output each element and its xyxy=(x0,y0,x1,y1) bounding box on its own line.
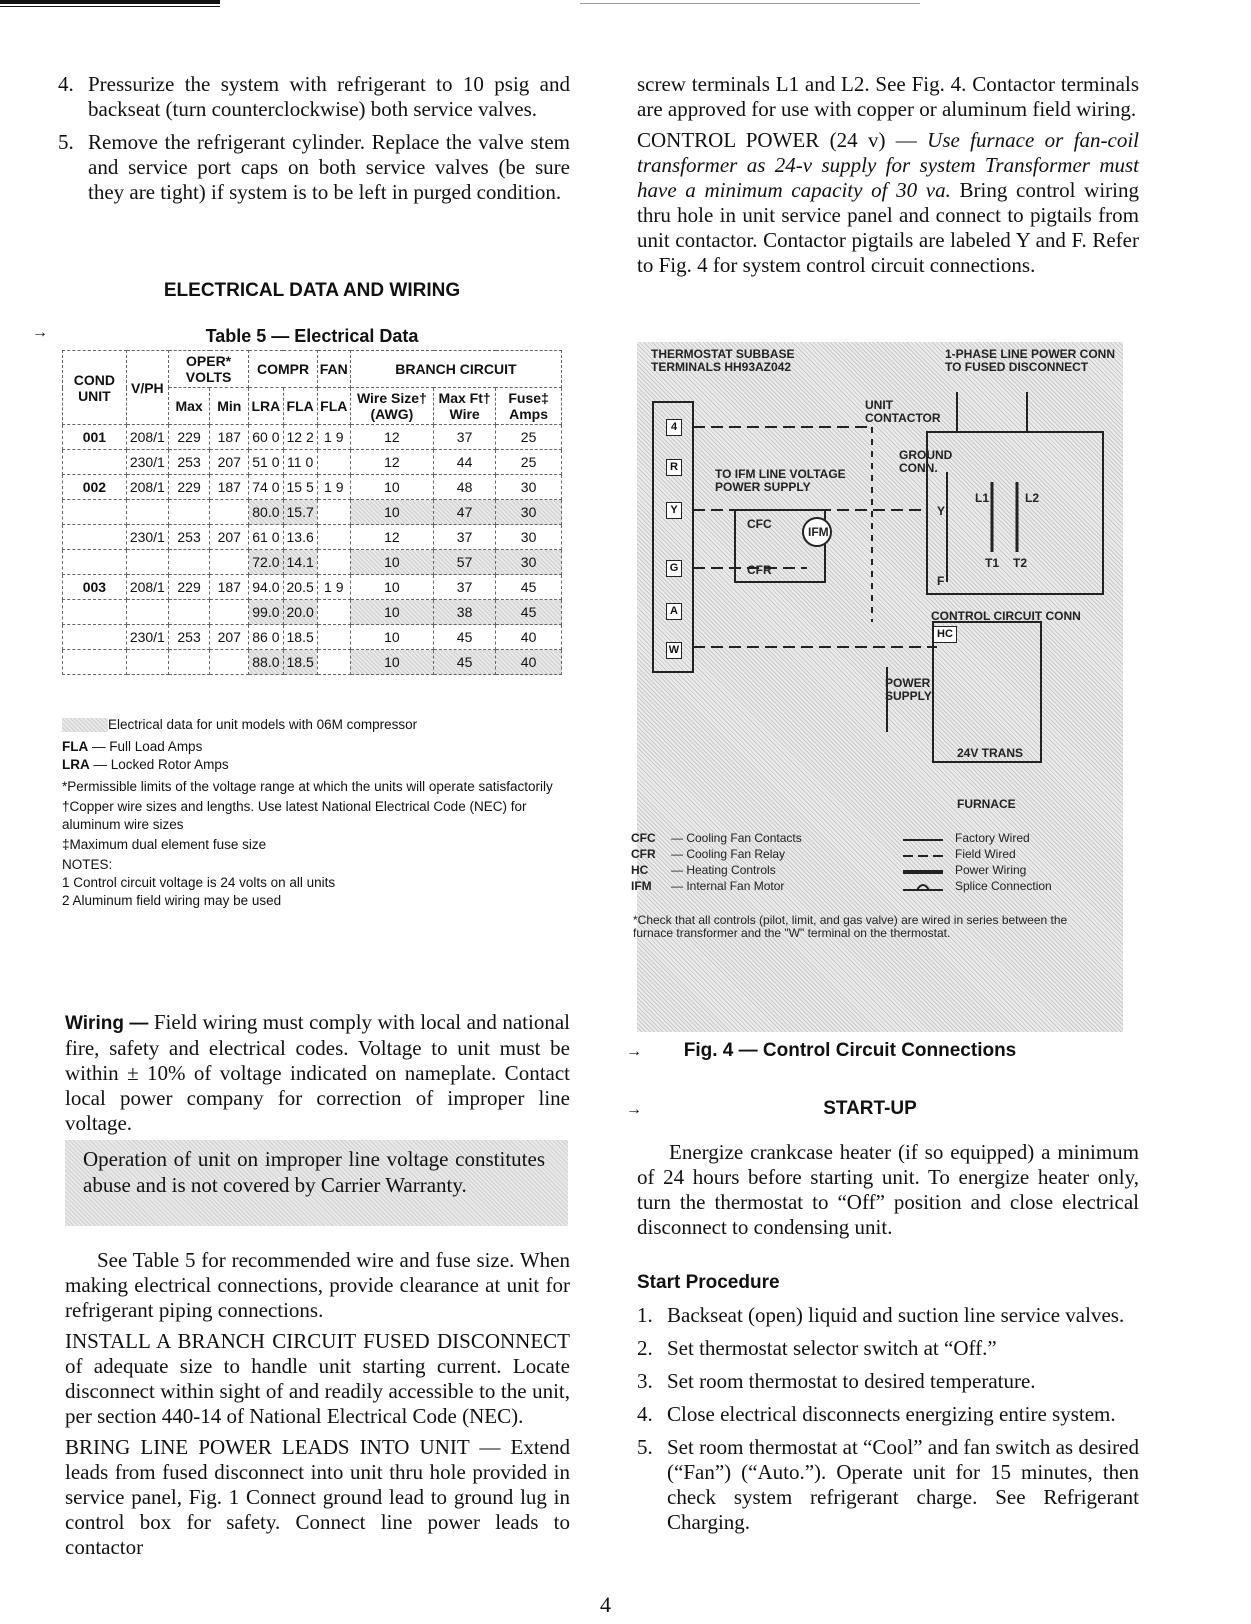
table-cell: 40 xyxy=(496,625,562,650)
col-max-ft: Max Ft† Wire xyxy=(434,388,496,425)
table-cell: 30 xyxy=(496,550,562,575)
f-label: F xyxy=(937,574,945,588)
table-cell: 25 xyxy=(496,425,562,450)
table-notes: Electrical data for unit models with 06M compressor FLA — Full Load Amps LRA — Locked Rotor Amps *Permissible limits of the voltage range at which the units will operate satisfactorily †Copper wire sizes and lengths. Use latest National Electrical Code (NEC) for aluminum wire sizes ‡Maximum dual element fuse size NOTES: 1 Control circuit voltage is 24 volts on all units 2 Aluminum field wiring may be used xyxy=(62,717,553,908)
table-cell: 207 xyxy=(210,625,249,650)
list-item: 5. Remove the refrigerant cylinder. Replace the valve stem and service port caps on both service valves (be sure they are tight) if system is to be left in purged condition. xyxy=(58,130,570,204)
table-cell xyxy=(210,650,249,675)
table-cell: 10 xyxy=(350,475,433,500)
table-cell: 20.0 xyxy=(283,600,317,625)
table-cell: 74 0 xyxy=(249,475,283,500)
table-cell: 208/1 xyxy=(126,575,168,600)
table-cell: 230/1 xyxy=(126,525,168,550)
table-cell: 11 0 xyxy=(283,450,317,475)
table-cell: 12 xyxy=(350,450,433,475)
revision-arrow-icon: → xyxy=(626,1101,642,1118)
diagram-legend: CFC — Cooling Fan Contacts Factory Wired CFR — Cooling Fan Relay Field Wired HC — Heating Controls Power Wiring IFM — Internal Fan Motor Splice Connection xyxy=(631,831,1052,893)
table-cell xyxy=(126,650,168,675)
table-cell: 30 xyxy=(496,475,562,500)
table-cell: 207 xyxy=(210,450,249,475)
furnace-label: FURNACE xyxy=(957,797,1016,811)
top-rule-thin xyxy=(0,6,220,7)
table-cell: 51 0 xyxy=(249,450,283,475)
table-cell: 253 xyxy=(168,525,209,550)
y-label: Y xyxy=(937,504,946,518)
list-item: 5. Set room thermostat at “Cool” and fan switch as desired (“Fan”) (“Auto.”). Operate unit for 15 minutes, then check system refrigerant charge. See Refrigerant Charging. xyxy=(637,1435,1139,1534)
table-cell xyxy=(168,550,209,575)
check-note: *Check that all controls (pilot, limit, and gas valve) are wired in series between the furnace transformer and the "W" terminal on the thermostat. xyxy=(633,913,1068,940)
table-cell: 001 xyxy=(63,425,127,450)
table-cell: 37 xyxy=(434,425,496,450)
unit-contactor-label: UNIT CONTACTOR xyxy=(865,398,941,425)
startup-paragraph: Energize crankcase heater (if so equipped) a minimum of 24 hours before starting unit. To energize heater only, turn the thermostat to “Off” position and close electrical disconnect to condensing unit. xyxy=(637,1140,1139,1239)
table-row xyxy=(63,600,562,625)
revision-arrow-icon: → xyxy=(32,324,48,341)
figure-caption: Fig. 4 — Control Circuit Connections xyxy=(683,1040,1017,1061)
table-cell: 207 xyxy=(210,525,249,550)
table-cell: 229 xyxy=(168,475,209,500)
terminal-w: W xyxy=(666,642,682,659)
table-cell: 13.6 xyxy=(283,525,317,550)
table-cell xyxy=(63,500,127,525)
table-cell: 208/1 xyxy=(126,475,168,500)
table-row xyxy=(63,425,562,450)
ground-label: GROUND CONN. xyxy=(899,448,953,475)
table-cell: 48 xyxy=(434,475,496,500)
table-cell: 187 xyxy=(210,425,249,450)
terminal-r: R xyxy=(666,459,682,476)
cfc-label: CFC xyxy=(747,517,772,531)
table-cell: 94.0 xyxy=(249,575,283,600)
list-item: 2. Set thermostat selector switch at “Off.” xyxy=(637,1336,997,1360)
table-row xyxy=(63,550,562,575)
page-number: 4 xyxy=(600,1592,611,1617)
table-cell: 229 xyxy=(168,425,209,450)
col-compr: COMPR xyxy=(249,351,318,388)
table-cell: 10 xyxy=(350,550,433,575)
table-cell: 1 9 xyxy=(317,575,350,600)
electrical-data-table xyxy=(62,350,562,675)
table-cell: 12 xyxy=(350,425,433,450)
warning-box: Operation of unit on improper line voltage constitutes abuse and is not covered by Carrier Warranty. xyxy=(65,1140,568,1226)
l1-label: L1 xyxy=(975,491,990,505)
left-steps xyxy=(58,72,570,213)
list-item: 4. Close electrical disconnects energizing entire system. xyxy=(637,1402,1116,1426)
terminal-y: Y xyxy=(666,502,682,519)
left-body-text: See Table 5 for recommended wire and fuse size. When making electrical connections, provide clearance at unit for refrigerant piping connections. INSTALL A BRANCH CIRCUIT FUSED DISCONNECT of adequate size to handle unit starting current. Locate disconnect within sight of and readily accessible to the unit, per section 440-14 of National Electrical Code (NEC). BRING LINE POWER LEADS INTO UNIT — Extend leads from fused disconnect into unit thru hole provided in service panel, Fig. 1 Connect ground lead to ground lug in control box for safety. Connect line power leads to contactor xyxy=(65,1248,570,1559)
table-row xyxy=(63,475,562,500)
table-cell: 30 xyxy=(496,500,562,525)
col-max: Max xyxy=(168,388,209,425)
table-cell: 18.5 xyxy=(283,650,317,675)
table-cell: 57 xyxy=(434,550,496,575)
table-cell: 15.7 xyxy=(283,500,317,525)
table-cell: 253 xyxy=(168,450,209,475)
table-row xyxy=(63,575,562,600)
thermostat-label: THERMOSTAT SUBBASE TERMINALS HH93AZ042 xyxy=(651,347,795,374)
table-cell: 80.0 xyxy=(249,500,283,525)
list-item: 4. Pressurize the system with refrigerant to 10 psig and backseat (turn counterclockwise) both service valves. xyxy=(58,72,570,121)
trans-label: 24V TRANS xyxy=(957,746,1024,760)
table-cell xyxy=(63,625,127,650)
table-cell: 61 0 xyxy=(249,525,283,550)
col-vph: V/PH xyxy=(126,351,168,425)
table-cell: 47 xyxy=(434,500,496,525)
wiring-paragraph: Wiring — Field wiring must comply with local and national fire, safety and electrical codes. Voltage to unit must be within ± 10% of voltage indicated on nameplate. Contact local power company for correction of improper line voltage. xyxy=(65,1010,570,1135)
col-fan-fla: FLA xyxy=(317,388,350,425)
table-row xyxy=(63,525,562,550)
table-cell: 72.0 xyxy=(249,550,283,575)
table-cell: 86 0 xyxy=(249,625,283,650)
table-cell xyxy=(63,450,127,475)
table-cell: 44 xyxy=(434,450,496,475)
table-cell xyxy=(317,450,350,475)
table-cell: 37 xyxy=(434,575,496,600)
table-cell: 18.5 xyxy=(283,625,317,650)
table-cell xyxy=(168,500,209,525)
col-fla: FLA xyxy=(283,388,317,425)
table-cell: 10 xyxy=(350,625,433,650)
table-cell: 38 xyxy=(434,600,496,625)
top-rule-right xyxy=(580,3,920,4)
table-cell: 15 5 xyxy=(283,475,317,500)
table-cell: 30 xyxy=(496,525,562,550)
t2-label: T2 xyxy=(1013,556,1028,570)
l2-label: L2 xyxy=(1025,491,1040,505)
table-cell: 37 xyxy=(434,525,496,550)
table-cell xyxy=(63,525,127,550)
col-fuse-amps: Fuse‡ Amps xyxy=(496,388,562,425)
table-cell: 002 xyxy=(63,475,127,500)
table-cell: 88.0 xyxy=(249,650,283,675)
table-cell xyxy=(317,625,350,650)
t1-label: T1 xyxy=(985,556,1000,570)
section-heading: ELECTRICAL DATA AND WIRING xyxy=(163,280,461,301)
col-cond-unit: COND UNIT xyxy=(63,351,127,425)
ifm-label: IFM xyxy=(808,525,829,539)
list-item: 1. Backseat (open) liquid and suction line service valves. xyxy=(637,1303,1125,1327)
table-cell xyxy=(317,500,350,525)
terminal-a: A xyxy=(666,603,682,620)
table-cell: 14.1 xyxy=(283,550,317,575)
table-cell xyxy=(63,600,127,625)
terminal-4: 4 xyxy=(666,419,682,436)
table-cell: 003 xyxy=(63,575,127,600)
table-cell: 25 xyxy=(496,450,562,475)
power-conn-label: 1-PHASE LINE POWER CONN TO FUSED DISCONNECT xyxy=(945,347,1116,374)
table-cell xyxy=(126,500,168,525)
table-cell: 99.0 xyxy=(249,600,283,625)
table-cell: 229 xyxy=(168,575,209,600)
table-cell: 187 xyxy=(210,475,249,500)
table-cell xyxy=(168,650,209,675)
table-row xyxy=(63,625,562,650)
table-cell xyxy=(317,525,350,550)
startup-heading: START-UP xyxy=(823,1098,917,1119)
col-fan: FAN xyxy=(317,351,350,388)
table-cell: 45 xyxy=(434,625,496,650)
table-cell: 208/1 xyxy=(126,425,168,450)
table-cell: 45 xyxy=(496,600,562,625)
right-top-text: screw terminals L1 and L2. See Fig. 4. Contactor terminals are approved for use with copper or aluminum field wiring. CONTROL POWER (24 v) — Use furnace or fan-coil transformer as 24-v supply for system Transformer must have a minimum capacity of 30 va. Bring control wiring thru hole in unit service panel and connect to pigtails from unit contactor. Contactor pigtails are labeled Y and F. Refer to Fig. 4 for system control circuit connections. xyxy=(637,72,1140,277)
shade-swatch xyxy=(62,718,108,732)
start-steps xyxy=(637,1303,1139,1543)
table-cell: 10 xyxy=(350,600,433,625)
table-title: Table 5 — Electrical Data xyxy=(205,326,419,346)
table-cell: 12 2 xyxy=(283,425,317,450)
table-cell: 10 xyxy=(350,500,433,525)
table-cell: 45 xyxy=(496,575,562,600)
table-row xyxy=(63,500,562,525)
table-cell xyxy=(210,600,249,625)
table-cell xyxy=(126,600,168,625)
table-cell xyxy=(126,550,168,575)
revision-arrow-icon: → xyxy=(626,1043,642,1060)
table-cell: 12 xyxy=(350,525,433,550)
col-wire-size: Wire Size† (AWG) xyxy=(350,388,433,425)
col-lra: LRA xyxy=(249,388,283,425)
col-min: Min xyxy=(210,388,249,425)
terminal-g: G xyxy=(666,560,682,577)
table-row xyxy=(63,450,562,475)
hc-box: HC xyxy=(933,626,957,643)
start-procedure-heading: Start Procedure xyxy=(637,1272,780,1293)
power-supply-label: POWER SUPPLY xyxy=(885,676,932,703)
list-item: 3. Set room thermostat to desired temperature. xyxy=(637,1369,1036,1393)
table-cell: 20.5 xyxy=(283,575,317,600)
cfr-label: CFR xyxy=(747,563,772,577)
table-cell: 230/1 xyxy=(126,450,168,475)
table-cell: 60 0 xyxy=(249,425,283,450)
control-conn-label: CONTROL CIRCUIT CONN xyxy=(931,609,1081,623)
control-circuit-diagram xyxy=(631,342,1123,1032)
table-cell xyxy=(317,600,350,625)
table-cell: 187 xyxy=(210,575,249,600)
col-oper-volts: OPER* VOLTS xyxy=(168,351,248,388)
top-rule xyxy=(0,0,220,4)
table-cell: 1 9 xyxy=(317,475,350,500)
ifm-line-label: TO IFM LINE VOLTAGE POWER SUPPLY xyxy=(715,467,846,494)
table-cell xyxy=(317,550,350,575)
table-cell: 1 9 xyxy=(317,425,350,450)
table-row xyxy=(63,650,562,675)
col-branch-circuit: BRANCH CIRCUIT xyxy=(350,351,561,388)
table-cell: 45 xyxy=(434,650,496,675)
table-cell: 230/1 xyxy=(126,625,168,650)
table-cell xyxy=(168,600,209,625)
table-cell: 40 xyxy=(496,650,562,675)
table-cell: 10 xyxy=(350,575,433,600)
table-cell xyxy=(210,550,249,575)
table-cell: 253 xyxy=(168,625,209,650)
table-cell xyxy=(63,650,127,675)
table-cell xyxy=(210,500,249,525)
table-cell: 10 xyxy=(350,650,433,675)
table-cell xyxy=(317,650,350,675)
table-cell xyxy=(63,550,127,575)
